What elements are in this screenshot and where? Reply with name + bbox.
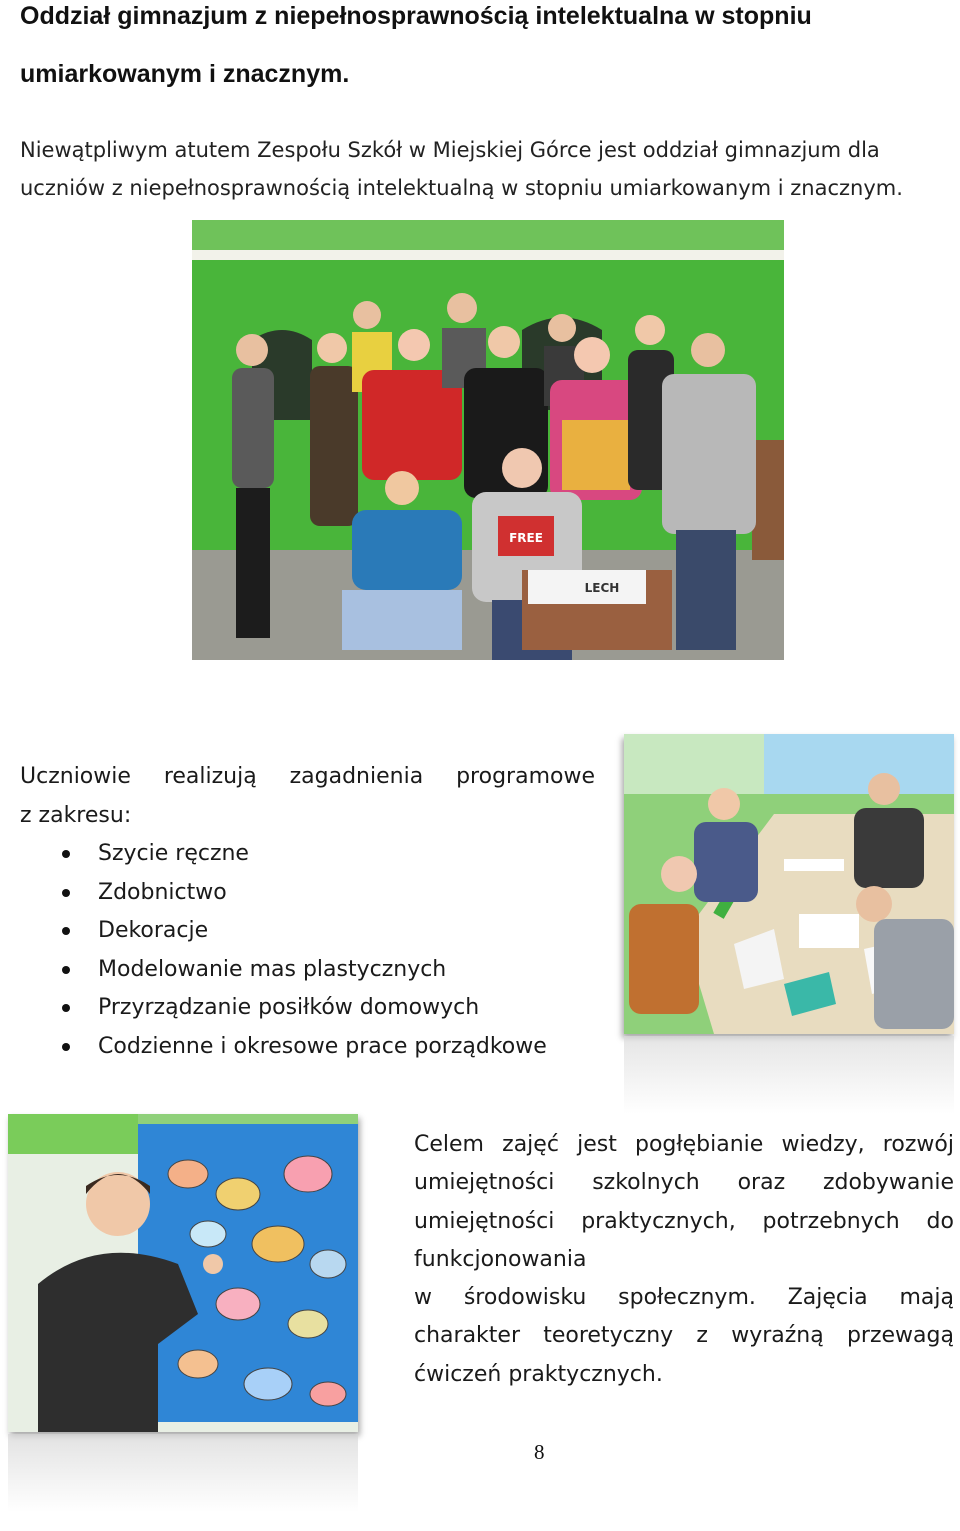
aims-word: zajęć: [502, 1132, 559, 1157]
aims-word: mają: [899, 1285, 954, 1311]
aims-line: [414, 1356, 954, 1394]
aims-word: teoretyczny: [543, 1323, 674, 1349]
classroom-photo-reflection: [624, 1036, 954, 1114]
intro-line-2: uczniów z niepełnosprawnością intelektualną w stopniu umiarkowanym i znacznym.: [20, 176, 903, 200]
aims-word: z: [696, 1323, 708, 1349]
group-photo: [192, 220, 784, 660]
aims-word: funkcjonowania: [414, 1246, 587, 1272]
intro-paragraph: [20, 131, 960, 207]
lead-word: programowe: [456, 764, 595, 789]
aims-word: charakter: [414, 1323, 520, 1349]
curricula-lead: [20, 758, 595, 797]
aims-word: Zajęcia: [787, 1285, 868, 1311]
heading-line-2: umiarkowanym i znacznym.: [20, 60, 350, 88]
lead-word: zagadnienia: [289, 764, 424, 789]
aims-word: wiedzy,: [781, 1132, 865, 1157]
classroom-photo-illustration: [624, 734, 954, 1034]
aims-line: [414, 1164, 954, 1202]
aims-word: oraz: [737, 1170, 786, 1196]
aims-line: [414, 1126, 954, 1164]
aims-word: rozwój: [882, 1132, 954, 1157]
curricula-section: [20, 758, 595, 1066]
aims-word: praktycznych,: [581, 1208, 736, 1234]
aims-word: szkolnych: [592, 1170, 700, 1196]
aims-paragraph: [414, 1126, 954, 1394]
list-item: Przyrządzanie posiłków domowych: [20, 989, 595, 1028]
aims-word: w: [414, 1285, 432, 1311]
aims-word: potrzebnych: [762, 1208, 900, 1234]
classroom-photo: [624, 734, 954, 1034]
aims-word: Celem: [414, 1132, 484, 1157]
aims-word: umiejętności: [414, 1170, 555, 1196]
list-item: Modelowanie mas plastycznych: [20, 951, 595, 990]
shirt-print: FREE: [509, 531, 543, 545]
list-item: Codzienne i okresowe prace porządkowe: [20, 1028, 595, 1067]
curricula-list: [20, 835, 595, 1066]
fish-board-photo-reflection: [8, 1434, 358, 1512]
intro-line-1: Niewątpliwym atutem Zespołu Szkół w Miejskiej Górce jest oddział gimnazjum dla: [20, 138, 880, 162]
aims-word: jest: [577, 1132, 617, 1157]
heading-line-1: Oddział gimnazjum z niepełnosprawnością intelektualna w stopniu: [20, 2, 812, 30]
aims-word: przewagą: [846, 1323, 954, 1349]
aims-word: pogłębianie: [634, 1132, 764, 1157]
aims-word: społecznym.: [618, 1285, 756, 1311]
page-number: 8: [534, 1440, 545, 1464]
aims-line: [414, 1317, 954, 1355]
aims-line: [414, 1203, 954, 1241]
curricula-lead-tail: z zakresu:: [20, 802, 132, 828]
list-item: Szycie ręczne: [20, 835, 595, 874]
list-item: Dekoracje: [20, 912, 595, 951]
lead-word: realizują: [163, 764, 257, 789]
aims-word: umiejętności: [414, 1208, 555, 1234]
fish-board-illustration: [8, 1114, 358, 1432]
aims-word: zdobywanie: [822, 1170, 954, 1196]
list-item: Zdobnictwo: [20, 874, 595, 913]
aims-word: do: [926, 1208, 954, 1234]
aims-word: środowisku: [463, 1285, 587, 1311]
aims-line: [414, 1241, 954, 1279]
aims-word: wyraźną: [731, 1323, 824, 1349]
group-photo-illustration: [192, 220, 784, 660]
aims-word: ćwiczeń praktycznych.: [414, 1361, 663, 1387]
fish-board-photo: [8, 1114, 358, 1432]
lead-word: Uczniowie: [20, 764, 131, 789]
banner-print: LECH: [584, 581, 620, 595]
aims-line: [414, 1279, 954, 1317]
